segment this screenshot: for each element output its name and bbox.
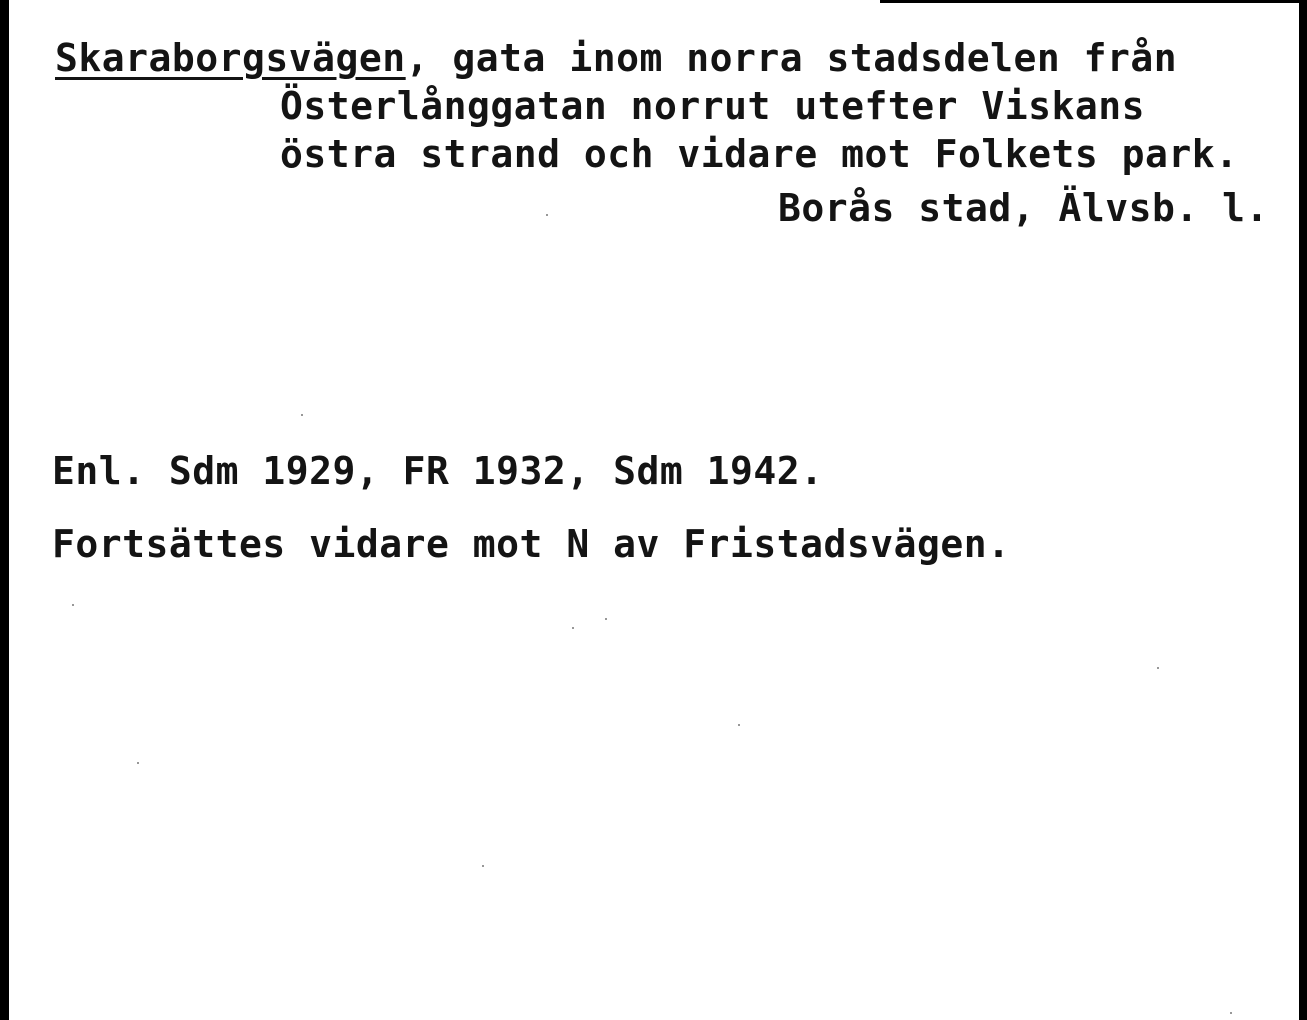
continuation-note: Fortsättes vidare mot N av Fristadsvägen.: [52, 522, 1011, 566]
card-line-3: östra strand och vidare mot Folkets park.: [280, 132, 1239, 176]
scan-speck: [572, 627, 574, 629]
headword: Skaraborgsvägen: [55, 36, 406, 80]
scan-speck: [1157, 667, 1159, 669]
scan-speck: [137, 762, 139, 764]
scan-speck: [72, 604, 74, 606]
line-1-text: , gata inom norra stadsdelen från: [405, 36, 1178, 80]
scan-speck: [1230, 1012, 1232, 1014]
scan-edge-top: [880, 0, 1307, 3]
scan-speck: [546, 214, 548, 216]
card-line-2: Österlånggatan norrut utefter Viskans: [280, 84, 1145, 128]
scan-speck: [482, 865, 484, 867]
sources-line: Enl. Sdm 1929, FR 1932, Sdm 1942.: [52, 449, 824, 493]
scan-speck: [738, 724, 740, 726]
scan-speck: [301, 414, 303, 416]
card-line-4-location: Borås stad, Älvsb. l.: [778, 186, 1269, 230]
scan-edge-right: [1299, 0, 1307, 1020]
scan-edge-left: [0, 0, 9, 1020]
card-line-1: [55, 36, 1177, 80]
scan-speck: [605, 618, 607, 620]
